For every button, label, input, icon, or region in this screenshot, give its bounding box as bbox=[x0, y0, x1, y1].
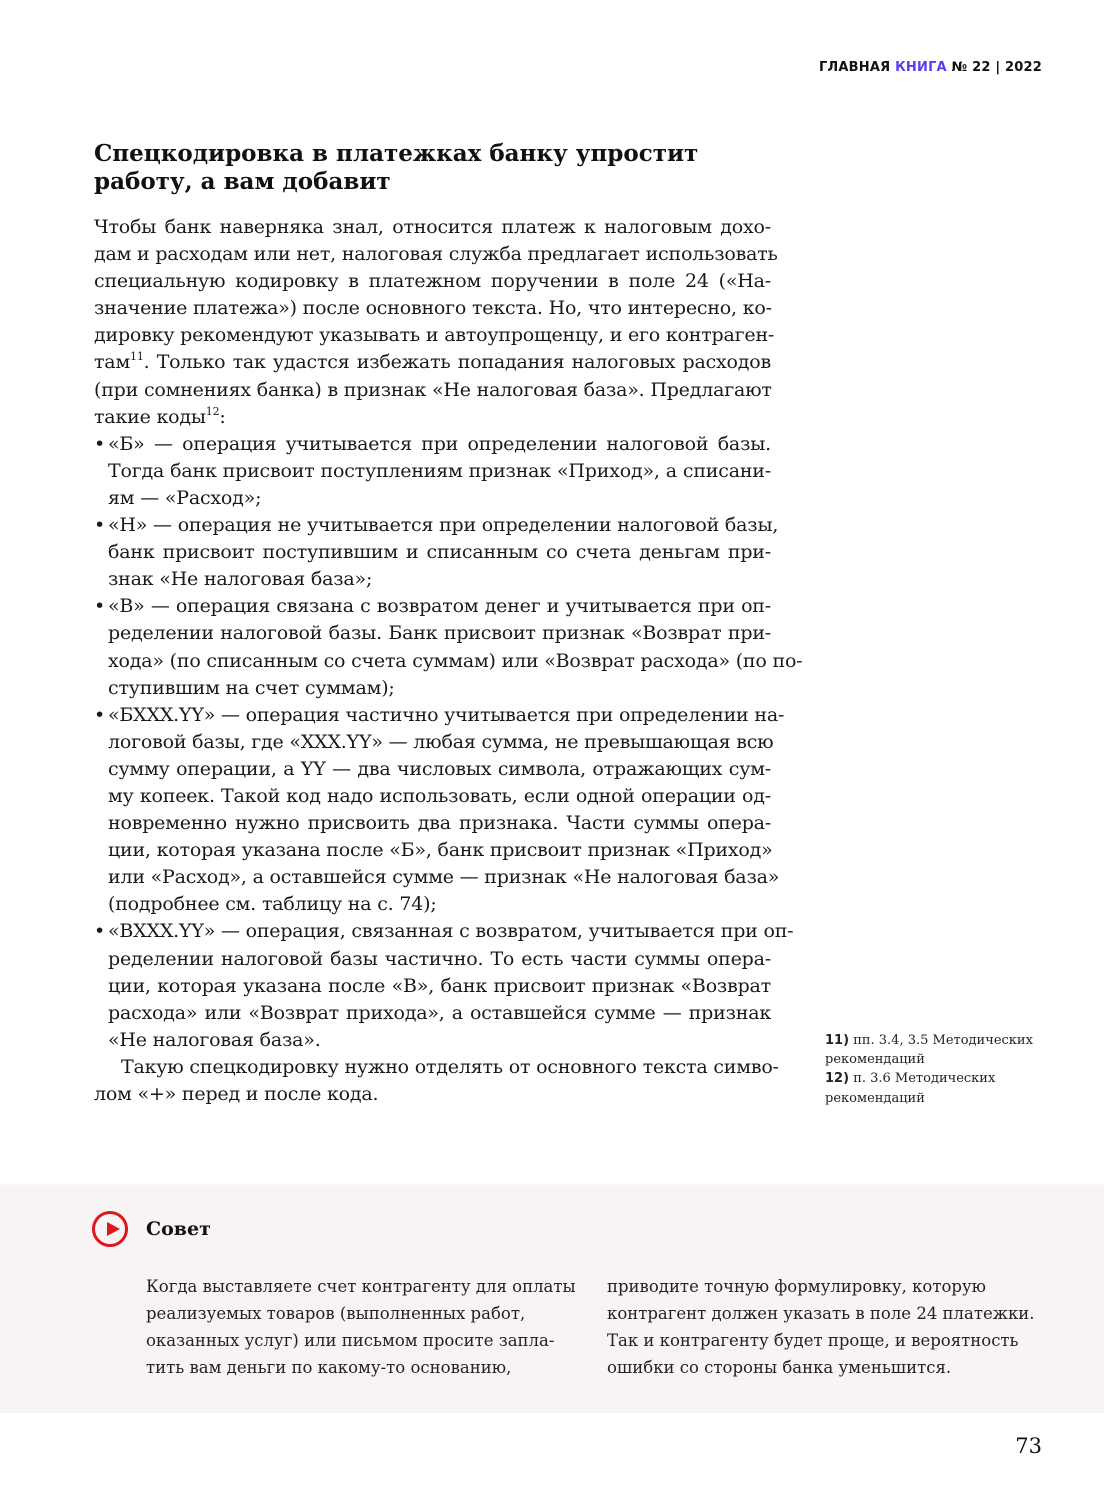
text-line: • «БXXX.YY» — операция частично учитывается при определении на- bbox=[94, 702, 771, 729]
text-line: ям — «Расход»; bbox=[108, 486, 262, 509]
text-line: • «Б» — операция учитывается при определении налоговой базы. bbox=[94, 431, 771, 458]
tip-text-left bbox=[146, 1273, 576, 1381]
text-line: сумму операции, а YY — два числовых символа, отражающих сум- bbox=[108, 757, 771, 780]
footnote-number: 11) bbox=[825, 1033, 850, 1048]
tip-line: приводите точную формулировку, которую bbox=[607, 1277, 987, 1296]
footnote-ref: 12 bbox=[205, 404, 220, 418]
text-line: лом «+» перед и после кода. bbox=[94, 1083, 379, 1105]
text-line: ределении налоговой базы. Банк присвоит признак «Возврат при- bbox=[108, 622, 771, 645]
text-line bbox=[94, 349, 771, 376]
text-line: • «ВXXX.YY» — операция, связанная с возвратом, учитывается при оп- bbox=[94, 918, 771, 945]
running-header bbox=[819, 60, 1042, 75]
text-line: банк присвоит поступившим и списанным со счета деньгам при- bbox=[108, 541, 771, 564]
tip-line: контрагент должен указать в поле 24 платежки. bbox=[607, 1304, 1035, 1323]
text-line: Тогда банк присвоит поступлениям признак «Приход», а списани- bbox=[108, 459, 771, 482]
text-line: • «В» — операция связана с возвратом денег и учитывается при оп- bbox=[94, 593, 771, 620]
text-line: ции, которая указана после «В», банк присвоит признак «Возврат bbox=[108, 974, 771, 997]
text-segment: . Только так удастся избежать попадания налоговых расходов bbox=[143, 351, 771, 374]
text-line: специальную кодировку в платежном поручении в поле 24 («На- bbox=[94, 270, 771, 293]
text-line: му копеек. Такой код надо использовать, если одной операции од- bbox=[108, 784, 771, 807]
article-body bbox=[94, 214, 803, 1108]
footnote bbox=[825, 1031, 1045, 1069]
text-line: ределении налоговой базы частично. То есть части суммы опера- bbox=[108, 947, 771, 970]
text-line: или «Расход», а оставшейся сумме — признак «Не налоговая база» bbox=[108, 866, 780, 889]
tip-line: реализуемых товаров (выполненных работ, bbox=[146, 1304, 526, 1323]
article-title: Спецкодировка в платежках банку упростит работу, а вам добавит bbox=[94, 140, 699, 195]
footnote-number: 12) bbox=[825, 1071, 850, 1087]
footnote-text: пп. 3.4, 3.5 Методических рекомендаций bbox=[825, 1033, 1033, 1068]
brand-name-accent: КНИГА bbox=[895, 60, 947, 75]
page-number: 73 bbox=[1015, 1434, 1042, 1458]
text-line: хода» (по списанным со счета суммам) или «Возврат расхода» (по по- bbox=[108, 649, 803, 672]
tip-title: Совет bbox=[146, 1218, 211, 1240]
tip-line: Так и контрагенту будет проще, и вероятность bbox=[607, 1331, 1019, 1350]
tip-line: ошибки со стороны банка уменьшится. bbox=[607, 1358, 952, 1377]
footnote bbox=[825, 1069, 1045, 1107]
issue-number: № 22 | 2022 bbox=[951, 60, 1042, 75]
text-line: новременно нужно присвоить два признака. Части суммы опера- bbox=[108, 812, 771, 835]
text-segment: такие коды bbox=[94, 405, 206, 428]
footnotes bbox=[825, 1031, 1045, 1108]
text-line: значение платежа») после основного текста. Но, что интересно, ко- bbox=[94, 297, 772, 320]
text-line bbox=[94, 404, 771, 431]
tip-line: оказанных услуг) или письмом просите запла- bbox=[146, 1331, 555, 1350]
text-line: знак «Не налоговая база»; bbox=[108, 568, 373, 591]
tip-text-right bbox=[607, 1273, 1035, 1381]
text-line: Такую спецкодировку нужно отделять от основного текста симво- bbox=[121, 1055, 779, 1078]
brand-name: ГЛАВНАЯ bbox=[818, 60, 891, 75]
text-line: • «Н» — операция не учитывается при определении налоговой базы, bbox=[94, 512, 771, 539]
text-line: (подробнее см. таблицу на с. 74); bbox=[108, 893, 437, 916]
text-segment: : bbox=[219, 405, 226, 428]
play-circle-icon bbox=[92, 1211, 128, 1247]
text-line: дировку рекомендуют указывать и автоупрощенцу, и его контраген- bbox=[94, 324, 775, 347]
text-line: расхода» или «Возврат прихода», а оставшейся сумме — признак bbox=[108, 1001, 771, 1024]
text-line: логовой базы, где «XXX.YY» — любая сумма, не превышающая всю bbox=[108, 730, 774, 753]
text-line: Чтобы банк наверняка знал, относится платеж к налоговым дохо- bbox=[94, 216, 771, 238]
text-line: ступившим на счет суммам); bbox=[108, 676, 395, 699]
text-segment: там bbox=[94, 351, 131, 374]
tip-line: Когда выставляете счет контрагенту для оплаты bbox=[146, 1277, 576, 1296]
text-line: «Не налоговая база». bbox=[108, 1028, 321, 1051]
tip-line: тить вам деньги по какому-то основанию, bbox=[146, 1358, 512, 1377]
text-line: дам и расходам или нет, налоговая служба предлагает использовать bbox=[94, 243, 778, 266]
footnote-text: п. 3.6 Методических рекомендаций bbox=[825, 1071, 996, 1106]
text-line: (при сомнениях банка) в признак «Не налоговая база». Предлагают bbox=[94, 378, 772, 401]
footnote-ref: 11 bbox=[130, 350, 144, 364]
text-line: ции, которая указана после «Б», банк присвоит признак «Приход» bbox=[108, 839, 773, 862]
